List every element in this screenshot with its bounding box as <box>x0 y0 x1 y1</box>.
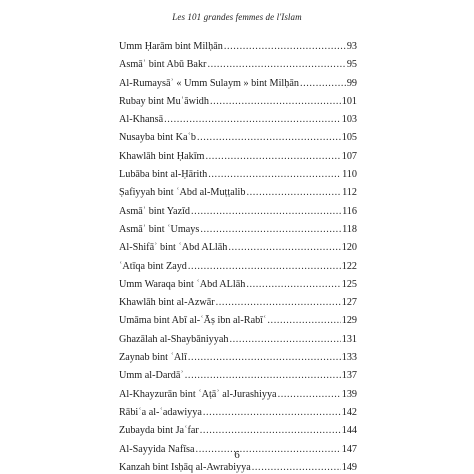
toc-entry <box>119 459 357 474</box>
toc-entry-page: 110 <box>342 169 357 181</box>
toc-dot-leader <box>216 294 341 312</box>
page-number: 6 <box>234 449 240 461</box>
toc-entry-page: 93 <box>346 41 357 52</box>
toc-entry <box>119 184 357 202</box>
toc-dot-leader <box>267 312 340 330</box>
toc-entry <box>119 166 357 184</box>
toc-entry-title: Khawlāh bint Ḥakīm <box>119 150 205 162</box>
toc-dot-leader <box>207 56 345 74</box>
toc-dot-leader <box>224 38 346 56</box>
toc-entry-title: Umm al-Dardāʾ <box>119 370 184 382</box>
toc-entry-page: 144 <box>341 425 357 437</box>
toc-dot-leader <box>205 148 340 166</box>
toc-entry-page: 131 <box>341 333 357 345</box>
toc-entry-page: 133 <box>341 352 357 364</box>
toc-entry <box>119 221 357 239</box>
table-of-contents <box>119 38 357 474</box>
toc-entry-title: Lubāba bint al-Ḥārith <box>119 169 208 181</box>
toc-dot-leader <box>208 166 341 184</box>
toc-entry-title: Ṣafiyyah bint ʿAbd al-Muṭṭalib <box>119 187 246 199</box>
toc-entry <box>119 349 357 367</box>
toc-entry-page: 122 <box>341 260 357 272</box>
toc-entry-title: Asmāʾ bint Yazīd <box>119 205 191 217</box>
toc-entry-title: Nusayba bint Kaʿb <box>119 132 196 144</box>
toc-entry <box>119 93 357 111</box>
toc-dot-leader <box>200 221 341 239</box>
toc-entry-page: 137 <box>341 370 357 382</box>
toc-entry <box>119 239 357 257</box>
toc-entry-title: Asmāʾ bint ʿUmays <box>119 223 200 235</box>
toc-entry <box>119 386 357 404</box>
toc-dot-leader <box>246 276 340 294</box>
toc-entry-title: Al-Sayyida Nafīsa <box>119 443 195 455</box>
toc-entry-title: Zaynab bint ʿAlī <box>119 352 187 364</box>
toc-entry <box>119 404 357 422</box>
toc-entry-title: Rubay bint Muʿāwidh <box>119 95 209 107</box>
toc-entry <box>119 38 357 56</box>
toc-entry-page: 129 <box>341 315 357 327</box>
toc-entry-page: 103 <box>341 114 357 126</box>
toc-dot-leader <box>188 258 341 276</box>
toc-entry-page: 120 <box>341 242 357 254</box>
toc-entry-title: Ghazālah al-Shaybāniyyah <box>119 333 229 345</box>
toc-entry <box>119 276 357 294</box>
toc-entry <box>119 331 357 349</box>
toc-entry-page: 125 <box>341 278 357 290</box>
toc-entry-page: 116 <box>342 205 357 217</box>
toc-dot-leader <box>191 203 341 221</box>
toc-entry-title: Zubayda bint Jaʿfar <box>119 425 199 437</box>
toc-entry-page: 149 <box>341 461 357 473</box>
toc-entry-page: 118 <box>342 223 357 235</box>
toc-entry-title: Al-Khayzurān bint ʿAṭāʾ al-Jurashiyya <box>119 388 277 400</box>
toc-dot-leader <box>210 93 341 111</box>
toc-entry <box>119 111 357 129</box>
toc-dot-leader <box>228 239 340 257</box>
toc-entry <box>119 75 357 93</box>
toc-entry-page: 142 <box>341 406 357 418</box>
toc-entry <box>119 258 357 276</box>
toc-entry-page: 147 <box>341 443 357 455</box>
toc-entry <box>119 312 357 330</box>
toc-entry-page: 101 <box>341 95 357 107</box>
toc-dot-leader <box>203 404 341 422</box>
toc-entry-title: Khawlāh bint al-Azwār <box>119 297 215 309</box>
toc-dot-leader <box>300 75 346 93</box>
toc-dot-leader <box>164 111 341 129</box>
toc-entry-title: Al-Shifāʾ bint ʿAbd ALlāh <box>119 242 228 254</box>
toc-entry <box>119 129 357 147</box>
toc-entry-page: 127 <box>341 297 357 309</box>
toc-dot-leader <box>200 422 341 440</box>
toc-entry-title: Kanzah bint Isḥāq al-Awrabiyya <box>119 461 251 473</box>
toc-entry-page: 105 <box>341 132 357 144</box>
toc-entry-title: ʿAtīqa bint Zayd <box>119 260 187 272</box>
toc-entry-page: 107 <box>341 150 357 162</box>
toc-entry-title: Al-Khansā <box>119 114 164 126</box>
running-head: Les 101 grandes femmes de l'Islam <box>172 12 302 22</box>
toc-entry-page: 139 <box>341 388 357 400</box>
toc-dot-leader <box>278 386 341 404</box>
toc-entry <box>119 367 357 385</box>
toc-dot-leader <box>185 367 341 385</box>
toc-entry <box>119 56 357 74</box>
toc-entry-title: Umm Ḥarām bint Milḥān <box>119 41 223 52</box>
toc-entry-page: 112 <box>342 187 357 199</box>
toc-dot-leader <box>197 129 341 147</box>
toc-dot-leader <box>252 459 341 474</box>
toc-entry-title: Asmāʾ bint Abū Bakr <box>119 59 207 71</box>
toc-entry-title: Umāma bint Abī al-ʿĀṣ ibn al-Rabīʿ <box>119 315 267 327</box>
toc-entry-page: 99 <box>346 77 357 89</box>
toc-entry-title: Al-Rumaysāʾ « Umm Sulaym » bint Milḥān <box>119 77 299 89</box>
toc-entry <box>119 203 357 221</box>
toc-entry <box>119 422 357 440</box>
toc-entry-page: 95 <box>346 59 357 71</box>
toc-entry-title: Rābiʿa al-ʿadawiyya <box>119 406 202 418</box>
toc-dot-leader <box>246 184 341 202</box>
toc-dot-leader <box>188 349 341 367</box>
toc-entry <box>119 148 357 166</box>
toc-entry-title: Umm Waraqa bint ʿAbd ALlāh <box>119 278 246 290</box>
toc-entry <box>119 294 357 312</box>
toc-dot-leader <box>229 331 340 349</box>
